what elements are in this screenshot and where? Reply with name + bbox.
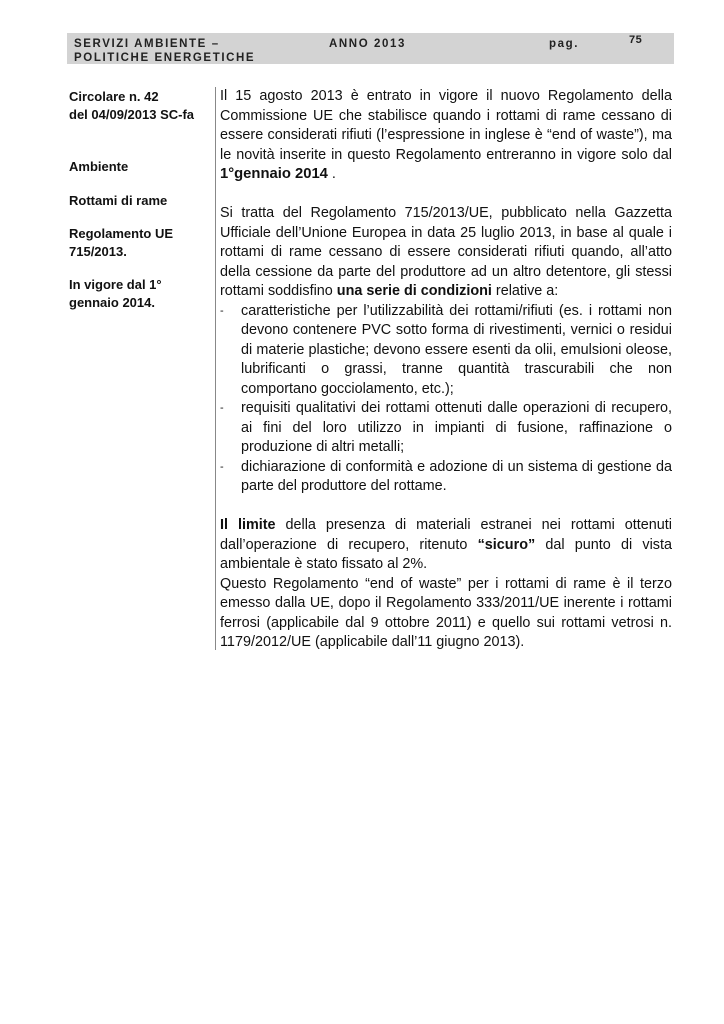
header-title-line1: SERVIZI AMBIENTE – [74,38,220,50]
paragraph-intro [220,87,672,185]
regulation-line2: 715/2013. [69,243,127,259]
limit-end: dal punto di vista ambientale è stato fissato al 2%. [220,536,672,572]
limit-text: della presenza di materiali estranei nei rottami ottenuti dall’operazione di recupero, ritenuto [220,517,672,553]
bullet-dash: - [220,460,224,473]
bullet-dash: - [220,402,224,414]
header-section-title [74,37,255,65]
circolare-number: Circolare n. 42 [69,89,159,104]
list-item [220,458,672,497]
limit-bold: Il limite [220,517,276,533]
header-page-number: 75 [629,34,643,46]
header-title-line2: POLITICHE ENERGETICHE [74,52,256,64]
bullet-dash: - [220,304,224,317]
list-item-text: requisiti qualitativi dei rottami ottenuti dalle operazioni di recupero, ai fini del loro utilizzo in impianti di fusione, raffinazione o produzione di altri metalli; [241,400,672,455]
effective-line1: In vigore dal 1° [69,277,162,292]
regulation-block [69,225,209,260]
intro-text: Il 15 agosto 2013 è entrato in vigore il nuovo Regolamento della Commissione UE che stabilisce quando i rottami di rame cessano di essere considerati rifiuti (l’espressione in inglese è “end of waste”), ma le novità inserite in questo Regolamento entreranno in vigore solo dal [220,88,672,163]
paragraph-limit [220,516,672,575]
list-item-text: dichiarazione di conformità e adozione di un sistema di gestione da parte del produttore del rottame. [241,458,672,494]
effective-line2: gennaio 2014. [69,294,155,310]
header-pag-label: pag. [549,38,580,50]
sidebar-metadata [69,88,209,311]
list-item [220,399,672,458]
circolare-block [69,88,209,123]
intro-date-bold: 1°gennaio 2014 [220,166,328,182]
effective-date-block [69,276,209,311]
page-header [67,33,674,64]
list-item-text: caratteristiche per l’utilizzabilità dei rottami/rifiuti (es. i rottami non devono contenere PVC sotto forma di rivestimenti, vernici o residui di materie plastiche; devono essere esenti da olii, emulsioni oleose, lubrificanti o grassi, tranne quantità trascurabili che non comportano gocciolamento, etc.); [241,302,672,397]
circolare-date: del 04/09/2013 SC-fa [69,106,195,122]
list-item [220,302,672,400]
regulation-line1: Regolamento UE [69,226,174,241]
header-year: ANNO 2013 [329,38,407,50]
main-body [220,87,672,653]
conditions-list [220,302,672,497]
conditions-bold: una serie di condizioni [336,283,492,299]
safe-bold: “sicuro” [477,536,536,553]
regulation-text: Si tratta del Regolamento 715/2013/UE, pubblicato nella Gazzetta Ufficiale dell’Unione Europea in data 25 luglio 2013, in base al quale i rottami di rame cessano di essere considerati rifiuti quando, all’atto della cessione da parte del produttore ad un altro detentore, gli stessi rottami soddisfino [220,205,672,299]
paragraph-regulation [220,204,672,302]
topic-label: Ambiente [69,159,129,174]
paragraph-third-regulation: Questo Regolamento “end of waste” per i rottami di rame è il terzo emesso dalla UE, dopo il Regolamento 333/2011/UE inerente i rottami ferrosi (applicabile dal 9 ottobre 2011) e quello sui rottami vetrosi n. 1179/2012/UE (applicabile dall’11 giugno 2013). [220,575,672,650]
column-divider [215,87,216,650]
subject-label: Rottami di rame [69,192,168,208]
intro-end: . [327,166,336,182]
regulation-end: relative a: [491,283,559,299]
